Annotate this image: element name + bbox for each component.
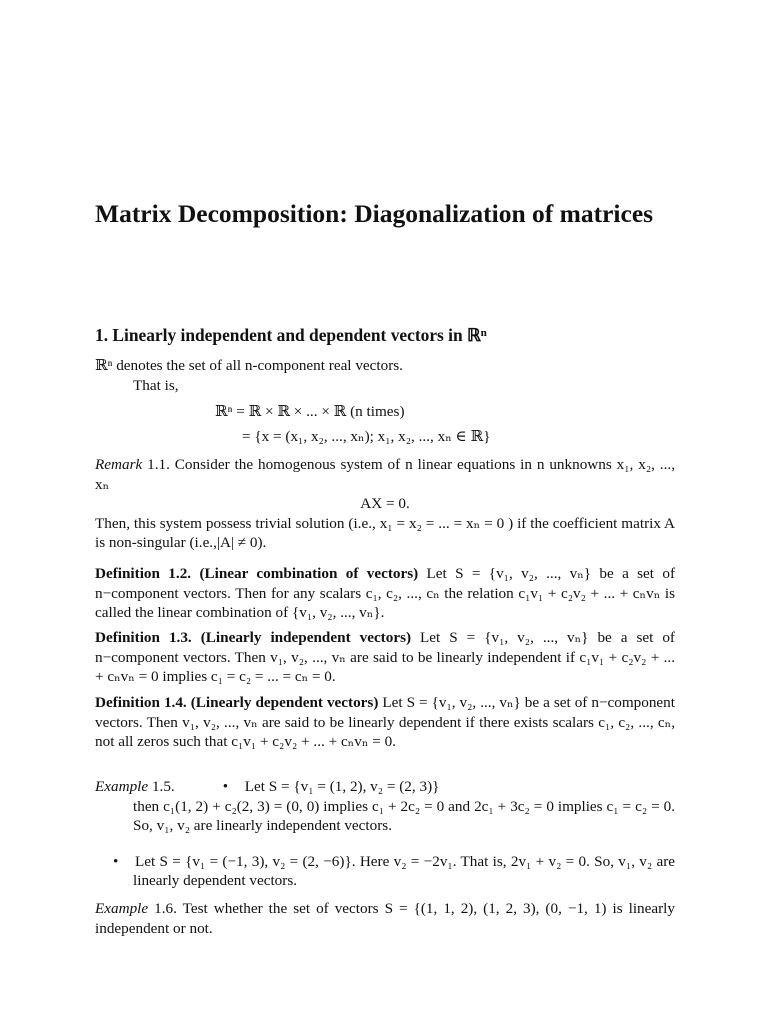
- remark-equation: AX = 0.: [360, 495, 410, 513]
- remark-after: Then, this system possess trivial solution (i.e., x₁ = x₂ = ... = xₙ = 0 ) if the coefficient matrix A is non-singular (i.e.,|A| ≠ 0).: [95, 514, 675, 552]
- def14-text: Let S = {v₁, v₂, ..., vₙ} be a set of n−component vectors. Then v₁, v₂, ..., vₙ are said to be linearly dependent if there exists scalars c₁, c₂, ..., cₙ, not all zeros such that c₁v₁ + c₂v₂ + ... + cₙvₙ = 0.: [95, 694, 675, 751]
- def12-text: Let S = {v₁, v₂, ..., vₙ} be a set of n−component vectors. Then for any scalars c₁, c₂, ..., cₙ the relation c₁v₁ + c₂v₂ + ... + cₙvₙ is called the linear combination of {v₁, v₂, ..., vₙ}.: [95, 565, 676, 622]
- remark-text: 1.1. Consider the homogenous system of n linear equations in n unknowns x₁, x₂, ..., xₙ: [95, 456, 675, 493]
- intro-paragraph: [95, 356, 675, 395]
- def14-label: Definition 1.4.: [95, 694, 187, 711]
- def14-head: (Linearly dependent vectors): [190, 694, 379, 711]
- def13-label: Definition 1.3.: [95, 629, 192, 646]
- equation-rn-product: ℝⁿ = ℝ × ℝ × ... × ℝ (n times): [215, 403, 405, 420]
- intro-line: ℝⁿ denotes the set of all n-component real vectors.: [95, 357, 403, 374]
- def12-head: (Linear combination of vectors): [199, 565, 419, 582]
- def13-head: (Linearly independent vectors): [200, 629, 412, 646]
- def13-text: Let S = {v₁, v₂, ..., vₙ} be a set of n−component vectors. Then v₁, v₂, ..., vₙ are said to be linearly independent if c₁v₁ + c₂v₂ + ... + cₙvₙ = 0 implies c₁ = c₂ = ... = cₙ = 0.: [95, 629, 675, 686]
- ex15-b2-text: Let S = {v₁ = (−1, 3), v₂ = (2, −6)}. Here v₂ = −2v₁. That is, 2v₁ + v₂ = 0. So, v₁, v₂ are linearly dependent vectors.: [133, 852, 675, 890]
- ex15-num: 1.5.: [151, 778, 175, 795]
- example-1-6: [95, 899, 675, 938]
- ex15-b1-rest: then c₁(1, 2) + c₂(2, 3) = (0, 0) implies c₁ + 2c₂ = 0 and 2c₁ + 3c₂ = 0 implies c₁ = c₂ = 0. So, v₁, v₂ are linearly independent vectors.: [133, 797, 675, 835]
- bullet-icon: •: [222, 778, 229, 795]
- equation-rn-set: = {x = (x₁, x₂, ..., xₙ); x₁, x₂, ..., xₙ ∈ ℝ}: [242, 428, 491, 445]
- ex16-text: 1.6. Test whether the set of vectors S = {(1, 1, 2), (1, 2, 3), (0, −1, 1) is linearly independent or not.: [95, 900, 675, 937]
- def12-label: Definition 1.2.: [95, 565, 192, 582]
- definition-1-4: [95, 693, 675, 752]
- remark-label: Remark: [95, 456, 143, 473]
- example-1-5: [95, 777, 675, 891]
- intro-that-is: That is,: [133, 376, 179, 394]
- ex16-label: Example: [95, 900, 149, 917]
- page-title: Matrix Decomposition: Diagonalization of matrices: [95, 199, 654, 228]
- definition-1-2: [95, 564, 675, 623]
- ex15-label: Example: [95, 778, 149, 795]
- ex15-b1-first: Let S = {v₁ = (1, 2), v₂ = (2, 3)}: [244, 778, 440, 795]
- definition-1-3: [95, 628, 675, 687]
- section-heading: 1. Linearly independent and dependent vectors in ℝⁿ: [95, 325, 487, 345]
- bullet-icon: •: [113, 852, 119, 870]
- ex15-bullet-2: [95, 852, 675, 891]
- remark-1-1: [95, 455, 675, 553]
